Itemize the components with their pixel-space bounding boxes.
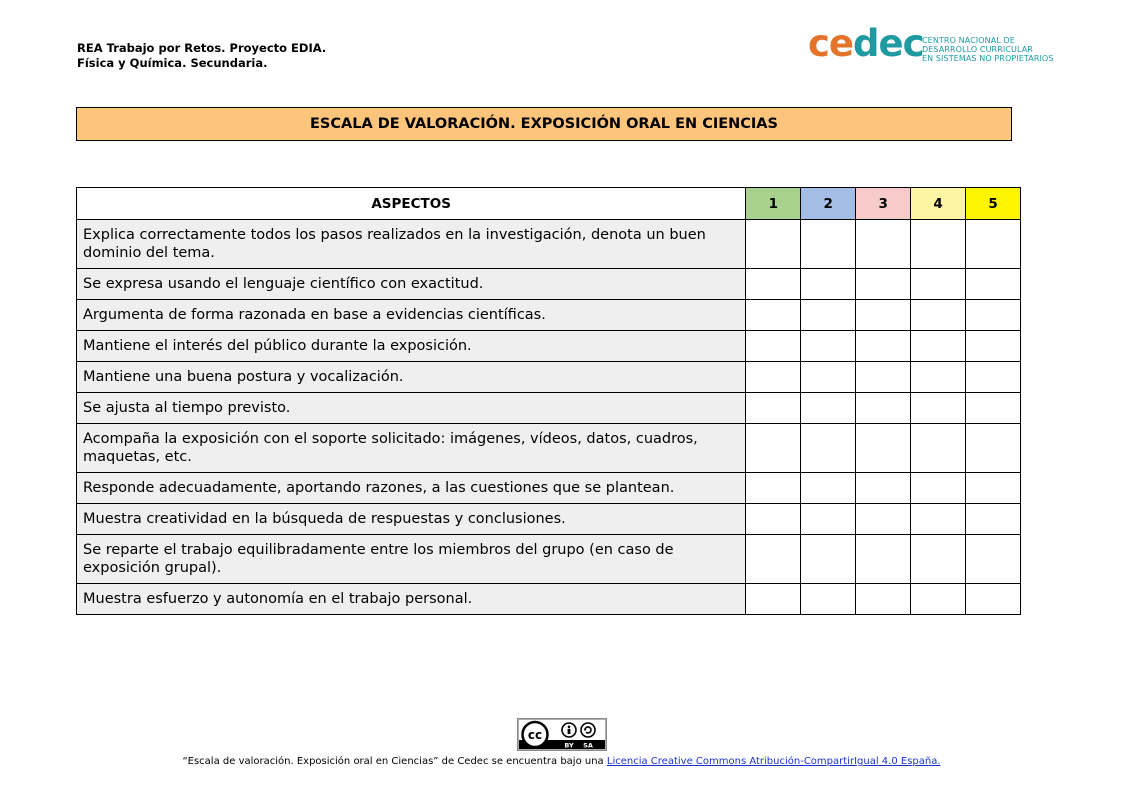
score-cell-2[interactable] [801, 424, 856, 473]
rubric-header-row [77, 188, 1021, 220]
cc-by-sa-badge[interactable] [517, 718, 607, 751]
score-cell-4[interactable] [911, 220, 966, 269]
rubric-row [77, 584, 1021, 615]
score-cell-1[interactable] [746, 584, 801, 615]
score-cell-3[interactable] [856, 220, 911, 269]
score-cell-4[interactable] [911, 424, 966, 473]
score-cell-2[interactable] [801, 269, 856, 300]
score-cell-1[interactable] [746, 473, 801, 504]
score-cell-1[interactable] [746, 331, 801, 362]
license-footer [0, 718, 1123, 767]
rubric-row [77, 220, 1021, 269]
score-cell-4[interactable] [911, 300, 966, 331]
score-cell-1[interactable] [746, 535, 801, 584]
score-cell-3[interactable] [856, 584, 911, 615]
score-cell-5[interactable] [966, 473, 1021, 504]
score-cell-5[interactable] [966, 584, 1021, 615]
score-cell-5[interactable] [966, 362, 1021, 393]
score-cell-2[interactable] [801, 300, 856, 331]
aspect-description: Se ajusta al tiempo previsto. [77, 393, 746, 424]
rubric-title: ESCALA DE VALORACIÓN. EXPOSICIÓN ORAL EN CIENCIAS [76, 107, 1012, 141]
document-header [77, 41, 326, 71]
aspect-description: Muestra creatividad en la búsqueda de respuestas y conclusiones. [77, 504, 746, 535]
rubric-row [77, 473, 1021, 504]
rubric-row [77, 535, 1021, 584]
license-text [0, 756, 1123, 767]
rubric-table [76, 187, 1021, 615]
rubric-row [77, 424, 1021, 473]
svg-text:cc: cc [527, 728, 542, 742]
aspect-description: Muestra esfuerzo y autonomía en el trabajo personal. [77, 584, 746, 615]
score-cell-5[interactable] [966, 220, 1021, 269]
score-cell-3[interactable] [856, 473, 911, 504]
score-cell-5[interactable] [966, 535, 1021, 584]
score-cell-3[interactable] [856, 393, 911, 424]
cedec-logo-word: cedec [808, 22, 924, 65]
score-cell-1[interactable] [746, 300, 801, 331]
cedec-logo-subtitle: CENTRO NACIONAL DE DESARROLLO CURRICULAR EN SISTEMAS NO PROPIETARIOS [922, 36, 1054, 63]
license-link[interactable]: Licencia Creative Commons Atribución-CompartirIgual 4.0 España. [606, 756, 941, 767]
score-cell-4[interactable] [911, 269, 966, 300]
score-cell-5[interactable] [966, 331, 1021, 362]
score-cell-4[interactable] [911, 393, 966, 424]
score-header-4: 4 [911, 188, 966, 220]
header-line-subject: Física y Química. Secundaria. [77, 56, 268, 70]
score-header-2: 2 [801, 188, 856, 220]
score-cell-1[interactable] [746, 504, 801, 535]
rubric-row [77, 362, 1021, 393]
score-cell-3[interactable] [856, 300, 911, 331]
score-header-3: 3 [856, 188, 911, 220]
aspect-description: Mantiene el interés del público durante la exposición. [77, 331, 746, 362]
score-cell-5[interactable] [966, 300, 1021, 331]
aspect-description: Mantiene una buena postura y vocalización. [77, 362, 746, 393]
score-cell-4[interactable] [911, 535, 966, 584]
badge-by-label: BY [563, 741, 574, 750]
license-statement: “Escala de valoración. Exposición oral en Ciencias” de Cedec se encuentra bajo una [182, 756, 607, 767]
score-cell-2[interactable] [801, 535, 856, 584]
rubric-row [77, 504, 1021, 535]
score-cell-1[interactable] [746, 424, 801, 473]
score-cell-2[interactable] [801, 584, 856, 615]
score-cell-2[interactable] [801, 393, 856, 424]
score-cell-5[interactable] [966, 424, 1021, 473]
score-cell-3[interactable] [856, 269, 911, 300]
aspects-column-header: ASPECTOS [77, 188, 746, 220]
score-cell-4[interactable] [911, 362, 966, 393]
score-cell-2[interactable] [801, 220, 856, 269]
score-cell-3[interactable] [856, 424, 911, 473]
score-cell-2[interactable] [801, 504, 856, 535]
aspect-description: Responde adecuadamente, aportando razones, a las cuestiones que se plantean. [77, 473, 746, 504]
score-header-1: 1 [746, 188, 801, 220]
score-cell-2[interactable] [801, 473, 856, 504]
score-cell-4[interactable] [911, 504, 966, 535]
score-cell-1[interactable] [746, 220, 801, 269]
aspect-description: Explica correctamente todos los pasos realizados en la investigación, denota un buen dominio del tema. [77, 220, 746, 269]
score-cell-1[interactable] [746, 362, 801, 393]
score-cell-2[interactable] [801, 331, 856, 362]
score-cell-1[interactable] [746, 393, 801, 424]
score-cell-5[interactable] [966, 504, 1021, 535]
score-cell-3[interactable] [856, 504, 911, 535]
score-cell-3[interactable] [856, 535, 911, 584]
rubric-row [77, 269, 1021, 300]
header-line-project: REA Trabajo por Retos. Proyecto EDIA. [77, 41, 327, 55]
score-cell-4[interactable] [911, 331, 966, 362]
badge-sa-label: SA [582, 741, 593, 750]
score-cell-2[interactable] [801, 362, 856, 393]
aspect-description: Se expresa usando el lenguaje científico con exactitud. [77, 269, 746, 300]
aspect-description: Acompaña la exposición con el soporte solicitado: imágenes, vídeos, datos, cuadros, maquetas, etc. [77, 424, 746, 473]
rubric-row [77, 331, 1021, 362]
score-cell-5[interactable] [966, 393, 1021, 424]
rubric-row [77, 300, 1021, 331]
aspect-description: Se reparte el trabajo equilibradamente entre los miembros del grupo (en caso de exposición grupal). [77, 535, 746, 584]
score-cell-3[interactable] [856, 331, 911, 362]
aspect-description: Argumenta de forma razonada en base a evidencias científicas. [77, 300, 746, 331]
score-cell-5[interactable] [966, 269, 1021, 300]
score-cell-4[interactable] [911, 584, 966, 615]
score-cell-3[interactable] [856, 362, 911, 393]
rubric-row [77, 393, 1021, 424]
score-header-5: 5 [966, 188, 1021, 220]
score-cell-1[interactable] [746, 269, 801, 300]
score-cell-4[interactable] [911, 473, 966, 504]
